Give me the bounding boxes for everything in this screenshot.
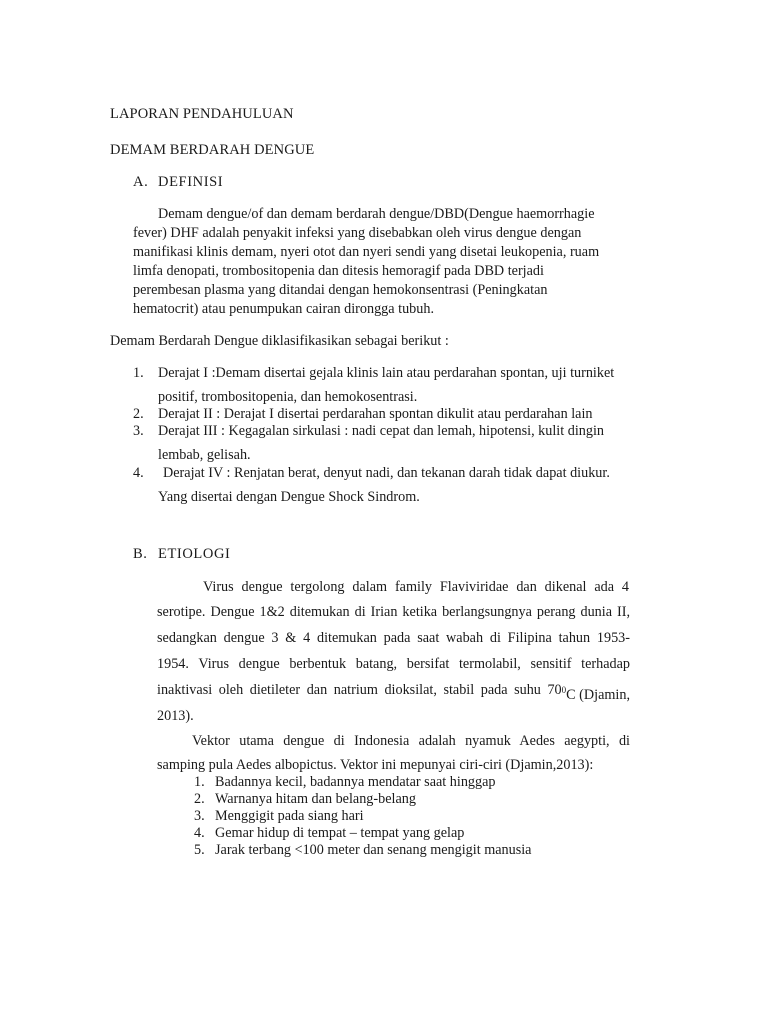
section-b-heading: ETIOLOGI [158, 546, 231, 562]
grade-text: Derajat III : Kegagalan sirkulasi : nadi cepat dan lemah, hipotensi, kulit dingin [158, 423, 604, 439]
trait-text: Warnanya hitam dan belang-belang [215, 791, 416, 807]
vector-line: samping pula Aedes albopictus. Vektor ini mepunyai ciri-ciri (Djamin,2013): [157, 757, 594, 773]
grade-number: 3. [133, 423, 144, 439]
etiology-line-text: C (Djamin, [566, 687, 630, 703]
grade-number: 1. [133, 365, 144, 381]
trait-text: Jarak terbang <100 meter dan senang mengigit manusia [215, 842, 532, 858]
grade-text: Derajat I :Demam disertai gejala klinis lain atau perdarahan spontan, uji turniket [158, 365, 615, 381]
section-b-letter: B. [133, 546, 148, 562]
definition-line: perembesan plasma yang ditandai dengan hemokonsentrasi (Peningkatan [133, 282, 548, 298]
etiology-line-text: inaktivasi oleh dietileter dan natrium dioksilat, stabil pada suhu 70 [157, 682, 562, 698]
definition-line: Demam dengue/of dan demam berdarah dengue/DBD(Dengue haemorrhagie [158, 206, 595, 222]
trait-text: Menggigit pada siang hari [215, 808, 364, 824]
definition-line: manifikasi klinis demam, nyeri otot dan nyeri sendi yang disetai leukopenia, ruam [133, 244, 600, 260]
etiology-line [157, 682, 630, 703]
trait-number: 5. [194, 842, 205, 858]
section-a-heading: DEFINISI [158, 174, 224, 190]
etiology-line: serotipe. Dengue 1&2 ditemukan di Irian ketika berlangsungnya perang dunia II, [157, 604, 630, 620]
temperature-value [562, 682, 630, 703]
document-title: LAPORAN PENDAHULUAN [110, 106, 294, 122]
vector-line: Vektor utama dengue di Indonesia adalah nyamuk Aedes aegypti, di [192, 733, 630, 749]
trait-number: 3. [194, 808, 205, 824]
grade-number: 2. [133, 406, 144, 422]
etiology-line: 1954. Virus dengue berbentuk batang, bersifat termolabil, sensitif terhadap [157, 656, 630, 672]
trait-text: Gemar hidup di tempat – tempat yang gelap [215, 825, 465, 841]
grade-text: Derajat IV : Renjatan berat, denyut nadi, dan tekanan darah tidak dapat diukur. [163, 465, 610, 481]
trait-number: 4. [194, 825, 205, 841]
etiology-line: 2013). [157, 708, 194, 724]
etiology-line: Virus dengue tergolong dalam family Flaviviridae dan dikenal ada 4 [203, 579, 629, 595]
grade-text: Derajat II : Derajat I disertai perdarahan spontan dikulit atau perdarahan lain [158, 406, 593, 422]
grade-text: positif, trombositopenia, dan hemokosentrasi. [158, 389, 418, 405]
definition-line: hematocrit) atau penumpukan cairan dirongga tubuh. [133, 301, 434, 317]
definition-line: limfa denopati, trombositopenia dan ditesis hemoragif pada DBD terjadi [133, 263, 544, 279]
definition-line: fever) DHF adalah penyakit infeksi yang disebabkan oleh virus dengue dengan [133, 225, 582, 241]
etiology-line: sedangkan dengue 3 & 4 ditemukan pada saat wabah di Filipina tahun 1953- [157, 630, 630, 646]
section-a-letter: A. [133, 174, 149, 190]
classification-intro: Demam Berdarah Dengue diklasifikasikan sebagai berikut : [110, 333, 449, 349]
trait-text: Badannya kecil, badannya mendatar saat hinggap [215, 774, 496, 790]
trait-number: 2. [194, 791, 205, 807]
document-subtitle: DEMAM BERDARAH DENGUE [110, 142, 315, 158]
grade-text: lembab, gelisah. [158, 447, 251, 463]
trait-number: 1. [194, 774, 205, 790]
degree-superscript: 0 [561, 685, 567, 695]
grade-number: 4. [133, 465, 144, 481]
grade-text: Yang disertai dengan Dengue Shock Sindrom. [158, 489, 420, 505]
